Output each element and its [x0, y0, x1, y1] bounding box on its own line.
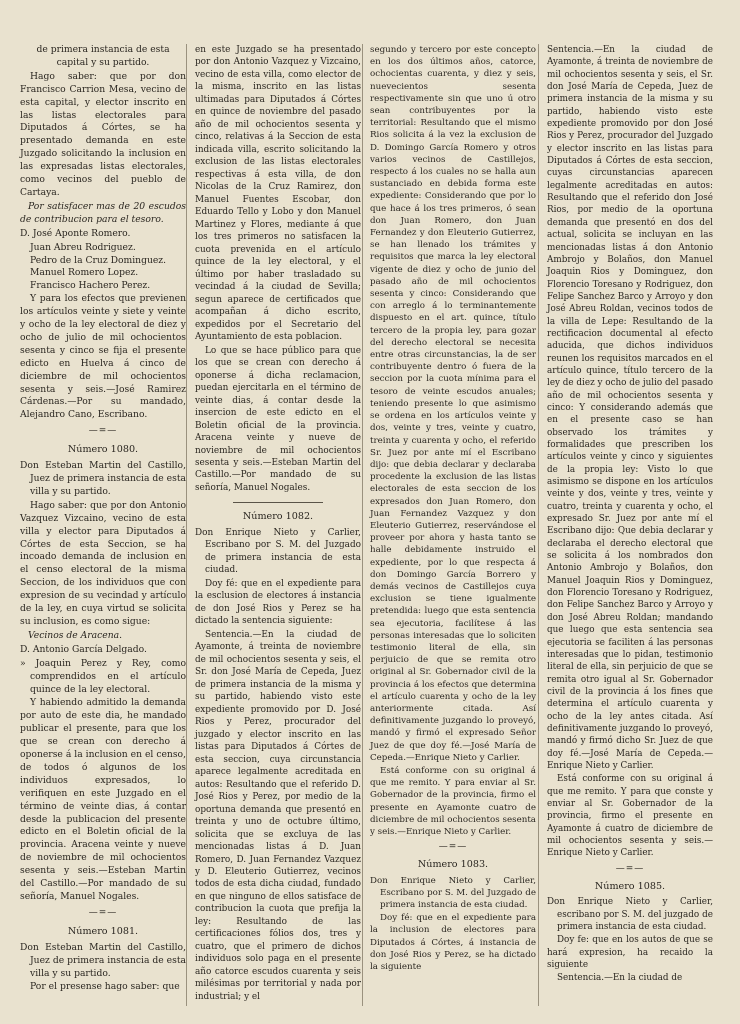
column-divider: [538, 44, 539, 1006]
paragraph: Sentencia.—En la ciudad de Ayamonte, á treinta de noviembre de mil ochocientos sesenta y seis, el Sr. don José María de Cepeda, Juez de primera instancia de la misma y su partido, habiendo visto este expediente promovido por D. José Rios y Perez, procurador del juzgado y elector inscrito en las listas para Diputados á Córtes de esta seccion, cuya circunstancia aparece legalmente acreditada en autos: Resultando que el referido D. José Rios y Perez, por medio de la oportuna demanda que presentó en treinta y uno de octubre último, solicita que se excluya de las mencionadas listas á D. Juan Romero, D. Juan Fernandez Vazquez y D. Eleuterio Gutierrez, vecinos todos de esta dicha ciudad, fundado en que ninguno de ellos satisface de contribucion la cuota que prefija la ley: Resultando de las certificaciones fólios dos, tres y cuatro, que el primero de dichos individuos solo paga en el presente año catorce escudos cuarenta y seis milésimas por territorial y nada por industrial; y el: [195, 629, 361, 1002]
column-divider: [186, 44, 187, 1006]
paragraph: Hago saber: que por don Francisco Carrion Mesa, vecino de esta capital, y elector inscrito en las listas electorales para Diputados á Córtes, se ha presentado demanda en este Juzgado solicitando la inclusion en las expresadas listas electorales, como vecinos del pueblo de Cartaya.: [20, 70, 186, 198]
notice-number: Número 1085.: [594, 881, 666, 893]
notice-number: Número 1082.: [242, 511, 314, 523]
paragraph: Está conforme con su original á que me remito. Y para que conste y enviar al Sr. Gobernador de la provincia, firmo el presente en Ayamonte á cuatro de diciembre de mil ochocientos sesenta y seis.—Enrique Nieto y Carlier.: [547, 774, 713, 859]
paragraph: Hago saber: que por don Antonio Vazquez Vizcaino, vecino de esta villa y elector para Diputados á Córtes de esta Seccion, se ha incoado demanda de inclusion en el censo electoral de la misma Seccion, de los individuos que con expresion de su vecindad y artículo de la ley, en cuya virtud se solicita su inclusion, es como sigue:: [20, 499, 186, 627]
paragraph: Don Esteban Martin del Castillo, Juez de primera instancia de esta villa y su partido.: [20, 941, 186, 979]
paragraph: Don Esteban Martin del Castillo, Juez de primera instancia de esta villa y su partido.: [20, 460, 186, 497]
paragraph: Doy fé: que en el expediente para la inclusion de electores para Diputados á Córtes, á instancia de don José Rios y Perez, se ha dictado la siguiente: [370, 913, 536, 973]
paragraph: D. Antonio García Delgado.: [20, 643, 147, 655]
paragraph: Está conforme con su original á que me remito. Y para enviar al Sr. Gobernador de la provincia, firmo el presente en Ayamonte cuatro de diciembre de mil ochocientos sesenta y seis.—Enrique Nieto y Carlier.: [370, 765, 536, 837]
paragraph: segundo y tercero por este concepto en los dos últimos años, catorce, ochocientas cuarenta, y diez y seis, nuevecientos sesenta respectivamente sin que uno ú otro sean contribuyentes por la territorial: Resultando que el mismo Rios solicita á la vez la exclusion de D. Domingo García Romero y otros varios vecinos de Castillejos, respecto á los cuales no se halla aun sustanciado en debida forma este expediente: Considerando que por lo que hace á los tres primeros, ó sean don Juan Romero, don Juan Fernandez y don Eleuterio Gutierrez, se han llenado los trámites y requisitos que marca la ley electoral vigente de diez y ocho de junio del pasado año de mil ochocientos sesenta y cinco: Considerando que con arreglo á lo terminantemente dispuesto en el art. quince, título tercero de la propia ley, para gozar del derecho electoral se necesita entre otras circunstancias, la de ser contribuyente dentro ó fuera de la seccion por la cuota mínima para el tesoro de veinte escudos anuales; teniendo presente lo que asimismo se ordena en los artículos veinte y dos, veinte y tres, veinte y cuatro, treinta y cuarenta y ocho, el referido Sr. Juez por ante mí el Escribano dijo: que debia declarar y declaraba procedente la exclusion de las listas electorales de esta seccion de los expresados don Juan Romero, don Juan Fernandez Vazquez y don Eleuterio Gutierrez, reservándose el proveer por ahora y hasta tanto se halle debidamente instruido el expediente, por lo que respecta á don Domingo García Borrero y demás vecinos de Castillejos cuya exclusion se tiene igualmente pretendida: luego que esta sentencia sea ejecutoria, facilítese á las personas interesadas que lo soliciten testimonio literal de ella, sin perjuicio de que se remita otro original al Sr. Gobernador civil de la provincia á los efectos que determina el artículo cuarenta y ocho de la ley anteriormente citada. Así definitivamente juzgando lo proveyó, mandó y firmó el expresado Señor Juez de que doy fé.—José María de Cepeda.—Enrique Nieto y Carlier.: [370, 45, 536, 763]
paragraph: en este Juzgado se ha presentado por don Antonio Vazquez y Vizcaino, vecino de esta villa, como elector de la misma, inscrito en las listas ultimadas para Diputados á Córtes en quince de noviembre del pasado año de mil ochocientos sesenta y cinco, relativas á la Seccion de esta indicada villa, escrito solicitando la exclusion de las listas electorales respectivas á esta villa, de don Nicolas de la Cruz Ramirez, don Manuel Fuentes Escobar, don Eduardo Tello y Lobo y don Manuel Martinez y Flores, mediante á que los tres primeros no satisfacen la cuota prevenida en el artículo quince de la ley electoral, y el último por haber trasladado su vecindad á la ciudad de Sevilla; segun aparece de certificados que acompañan á dicho escrito, expedidos por el Secretario del Ayuntamiento de esta poblacion.: [195, 45, 361, 343]
ornament-separator: —=—: [88, 907, 118, 918]
notice-number: Número 1081.: [67, 925, 139, 937]
paragraph: Doy fe: que en los autos de que se hará expresion, ha recaido la siguiente: [547, 935, 713, 971]
paragraph: Don Enrique Nieto y Carlier, Escribano por S. M. del Juzgado de primera instancia de esta ciudad.: [370, 875, 536, 911]
paragraph: Doy fé: que en el expediente para la esclusion de electores á instancia de don José Rios y Perez se ha dictado la sentencia siguiente:: [195, 578, 361, 627]
paragraph: Por satisfacer mas de 20 escudos de contribucion para el tesoro.: [20, 200, 186, 225]
column-2: [195, 44, 361, 1004]
paragraph: » Joaquin Perez y Rey, como comprendidos en el artículo quince de la ley electoral.: [20, 657, 186, 695]
paragraph: Sentencia.—En la ciudad de Ayamonte, á treinta de noviembre de mil ochocientos sesenta y seis, el Sr. don José María de Cepeda, Juez de primera instancia de la misma y su partido, habiendo visto este expediente promovido por don José Rios y Perez, procurador del Juzgado y elector inscrito en las listas para Diputados á Córtes de esta seccion, cuyas circunstancias aparecen legalmente acreditadas en autos: Resultando que el referido don José Rios, por medio de la oportuna demanda que presentó en dos del actual, solicita se incluyan en las mencionadas listas á don Antonio Ambrojo y Bolaños, don Manuel Joaquin Rios y Dominguez, don Florencio Toresano y Rodriguez, don Felipe Sanchez Barco y Arroyo y don José Abreu Roldan, vecinos todos de la villa de Lepe: Resultando de la rectificacion documental al efecto aducida, que dichos individuos reunen los requisitos marcados en el artículo quince, título tercero de la ley de diez y ocho de julio del pasado año de mil ochocientos sesenta y cinco: Y considerando además que en el presente caso se han observado los trámites y formalidades que prescriben los artículos veinte y cinco y siguientes de la propia ley: Visto lo que asimismo se dispone en los artículos veinte y dos, veinte y tres, veinte y cuatro, treinta y cuarenta y ocho, el expresado Sr. Juez por ante mí el Escribano dijo: Que debia declarar y declaraba el derecho electoral que se solicita á los nombrados don Antonio Ambrojo y Bolaños, don Manuel Joaquin Rios y Dominguez, don Florencio Toresano y Rodriguez, don Felipe Sanchez Barco y Arroyo y don José Abreu Roldan; mandando que luego que esta sentencia sea ejecutoria se faciliten á las personas interesadas que lo pidan, testimonio literal de ella, sin perjuicio de que se remita otro igual al Sr. Gobernador civil de la provincia á los fines que determina el artículo cuarenta y ocho de la ley antes citada. Así definitivamente juzgando lo proveyó, mandó y firmó dicho Sr. Juez de que doy fé.—José María de Cepeda.—Enrique Nieto y Carlier.: [547, 45, 714, 771]
ornament-separator: —=—: [88, 426, 118, 437]
column-3: [370, 44, 536, 974]
paragraph: Sentencia.—En la ciudad de: [557, 973, 683, 984]
paragraph: Y habiendo admitido la demanda por auto de este dia, he mandado publicar el presente, para que los que se crean con derecho á oponerse á la inclusion en el censo, de todos ó algunos de los individuos expresados, lo verifiquen en este Juzgado en el término de veinte dias, á contar desde la publicacion del presente edicto en el Boletin oficial de la provincia. Aracena veinte y nueve de noviembre de mil ochocientos sesenta y seis.—Esteban Martin del Castillo.—Por mandado de su señoría, Manuel Nogales.: [20, 697, 186, 902]
paragraph: Por el presense hago saber: que: [30, 981, 180, 993]
column-4: [547, 44, 713, 986]
paragraph: Juan Abreu Rodriguez.: [30, 241, 136, 253]
column-divider: [362, 44, 363, 1006]
paragraph: Manuel Romero Lopez.: [30, 267, 139, 279]
paragraph: Pedro de la Cruz Dominguez.: [30, 254, 167, 266]
paragraph: Don Enrique Nieto y Carlier, Escribano por S. M. del Juzgado de primera instancia de esta ciudad.: [195, 527, 361, 576]
paragraph: Don Enrique Nieto y Carlier, escribano por S. M. del juzgado de primera instancia de esta ciudad.: [547, 897, 713, 933]
paragraph: Y para los efectos que previenen los artículos veinte y siete y veinte y ocho de la ley electoral de diez y ocho de julio de mil ochocientos sesenta y cinco se fija el presente edicto en Huelva á cinco de diciembre de mil ochocientos sesenta y seis.—José Ramirez Cárdenas.—Por su mandado, Alejandro Cano, Escribano.: [20, 293, 186, 421]
paragraph: Francisco Hachero Perez.: [30, 280, 151, 292]
paragraph: D. José Aponte Romero.: [20, 227, 131, 239]
paragraph: Vecinos de Aracena.: [28, 629, 123, 641]
ornament-separator: —=—: [438, 842, 468, 853]
column-1: [20, 44, 186, 995]
paragraph: de primera instancia de esta capital y su partido.: [36, 44, 170, 68]
ornament-separator: —=—: [615, 863, 645, 874]
notice-number: Número 1083.: [417, 859, 489, 871]
notice-number: Número 1080.: [67, 444, 139, 456]
horizontal-rule: [233, 502, 323, 503]
paragraph: Lo que se hace público para que los que se crean con derecho á oponerse á dicha reclamacion, puedan ejercitarla en el término de veinte dias, á contar desde la insercion de este edicto en el Boletin oficial de la provincia. Aracena veinte y nueve de noviembre de mil ochocientos sesenta y seis.—Esteban Martin del Castillo.—Por mandado de su señoría, Manuel Nogales.: [195, 345, 361, 493]
